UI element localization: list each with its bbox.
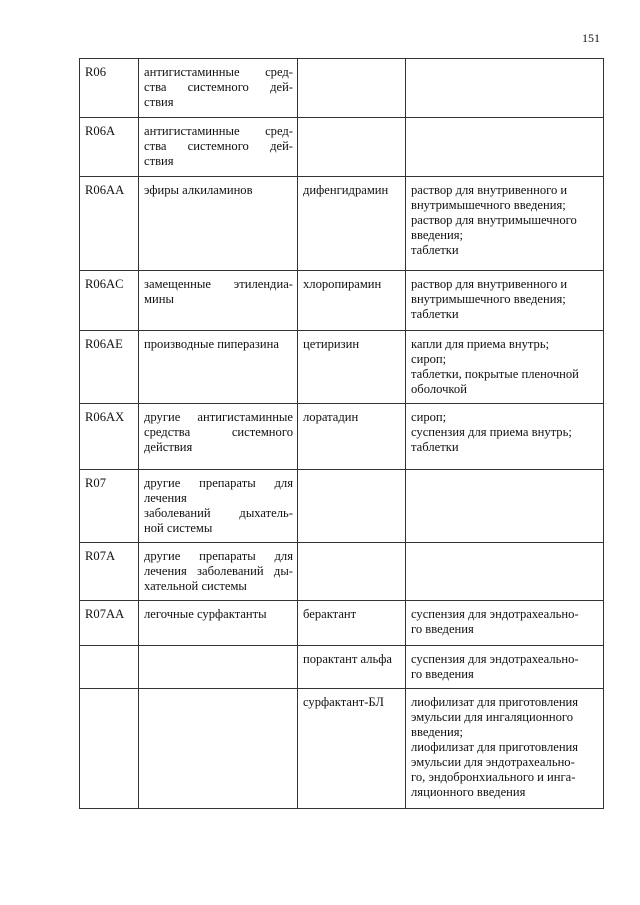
atc-code-cell: R06A <box>80 118 139 177</box>
group-name-line: другие препараты для <box>144 549 293 563</box>
group-name-line: средства системного <box>144 425 293 439</box>
atc-code-cell: R06AE <box>80 331 139 404</box>
dosage-form-cell <box>406 331 604 404</box>
group-name-cell <box>139 118 298 177</box>
atc-code-cell <box>80 646 139 689</box>
dosage-form-cell <box>406 601 604 646</box>
dosage-form-cell <box>406 118 604 177</box>
group-name-cell <box>139 59 298 118</box>
dosage-form-line: раствор для внутривенного и <box>411 277 568 291</box>
dosage-form-line: введения; <box>411 725 464 739</box>
table-row <box>80 404 604 470</box>
group-name-cell <box>139 646 298 689</box>
dosage-form-line: таблетки <box>411 243 459 257</box>
dosage-form-cell <box>406 689 604 809</box>
drug-name-cell: дифенгидрамин <box>298 177 406 271</box>
group-name-cell <box>139 689 298 809</box>
group-name-line: замещенные этилендиа- <box>144 277 293 291</box>
group-name-line: другие антигистаминные <box>144 410 293 424</box>
dosage-form-cell <box>406 59 604 118</box>
group-name-line: ствия <box>144 95 174 109</box>
group-name-line: ной системы <box>144 521 213 535</box>
table-row <box>80 601 604 646</box>
group-name-cell <box>139 470 298 543</box>
dosage-form-line: эмульсии для ингаляционного <box>411 710 574 724</box>
atc-code-cell: R07 <box>80 470 139 543</box>
dosage-form-line: эмульсии для эндотрахеально- <box>411 755 575 769</box>
dosage-form-line: го введения <box>411 667 474 681</box>
group-name-line: эфиры алкиламинов <box>144 183 253 197</box>
atc-code-cell: R06AX <box>80 404 139 470</box>
group-name-line: ства системного дей- <box>144 80 293 94</box>
drug-name-cell: хлоропирамин <box>298 271 406 331</box>
group-name-line: заболеваний дыхатель- <box>144 506 293 520</box>
dosage-form-line: сироп; <box>411 352 447 366</box>
dosage-form-cell <box>406 470 604 543</box>
table-body <box>80 59 604 809</box>
group-name-line: легочные сурфактанты <box>144 607 267 621</box>
page-number: 151 <box>582 31 600 45</box>
group-name-cell <box>139 271 298 331</box>
dosage-form-cell <box>406 543 604 601</box>
dosage-form-line: суспензия для приема внутрь; <box>411 425 572 439</box>
drug-name-cell <box>298 118 406 177</box>
drug-name-cell <box>298 59 406 118</box>
dosage-form-cell <box>406 177 604 271</box>
dosage-form-line: лиофилизат для приготовления <box>411 740 579 754</box>
group-name-cell <box>139 543 298 601</box>
dosage-form-line: таблетки <box>411 307 459 321</box>
group-name-line: ства системного дей- <box>144 139 293 153</box>
table-row <box>80 177 604 271</box>
dosage-form-line: таблетки <box>411 440 459 454</box>
group-name-line: лечения <box>144 491 187 505</box>
dosage-form-cell <box>406 646 604 689</box>
dosage-form-line: суспензия для эндотрахеально- <box>411 607 579 621</box>
drug-name-cell <box>298 470 406 543</box>
group-name-line: ствия <box>144 154 174 168</box>
drug-name-cell: берактант <box>298 601 406 646</box>
table-row <box>80 118 604 177</box>
atc-code-cell: R06 <box>80 59 139 118</box>
drug-name-cell: цетиризин <box>298 331 406 404</box>
dosage-form-line: лиофилизат для приготовления <box>411 695 579 709</box>
group-name-cell <box>139 404 298 470</box>
table-row <box>80 271 604 331</box>
table-row <box>80 59 604 118</box>
group-name-line: производные пиперазина <box>144 337 279 351</box>
group-name-line: другие препараты для <box>144 476 293 490</box>
table-row <box>80 689 604 809</box>
dosage-form-cell <box>406 271 604 331</box>
group-name-cell <box>139 601 298 646</box>
dosage-form-line: сироп; <box>411 410 447 424</box>
group-name-line: действия <box>144 440 193 454</box>
group-name-line: хательной системы <box>144 579 247 593</box>
table-row <box>80 470 604 543</box>
drug-name-cell <box>298 543 406 601</box>
dosage-form-line: внутримышечного введения; <box>411 292 566 306</box>
group-name-line: антигистаминные сред- <box>144 124 293 138</box>
dosage-form-line: го, эндобронхиального и инга- <box>411 770 576 784</box>
table-row <box>80 646 604 689</box>
dosage-form-line: го введения <box>411 622 474 636</box>
dosage-form-line: внутримышечного введения; <box>411 198 566 212</box>
dosage-form-cell <box>406 404 604 470</box>
group-name-line: антигистаминные сред- <box>144 65 293 79</box>
dosage-form-line: оболочкой <box>411 382 467 396</box>
group-name-line: лечения заболеваний ды- <box>144 564 293 578</box>
atc-code-cell: R06AA <box>80 177 139 271</box>
drug-name-cell: порактант альфа <box>298 646 406 689</box>
group-name-line: мины <box>144 292 174 306</box>
atc-code-cell: R06AC <box>80 271 139 331</box>
atc-drug-table <box>79 58 604 809</box>
dosage-form-line: ляционного введения <box>411 785 526 799</box>
dosage-form-line: капли для приема внутрь; <box>411 337 550 351</box>
dosage-form-line: таблетки, покрытые пленочной <box>411 367 579 381</box>
group-name-cell <box>139 177 298 271</box>
dosage-form-line: раствор для внутривенного и <box>411 183 568 197</box>
atc-code-cell: R07A <box>80 543 139 601</box>
drug-name-cell: сурфактант-БЛ <box>298 689 406 809</box>
dosage-form-line: суспензия для эндотрахеально- <box>411 652 579 666</box>
atc-code-cell <box>80 689 139 809</box>
drug-name-cell: лоратадин <box>298 404 406 470</box>
group-name-cell <box>139 331 298 404</box>
atc-code-cell: R07AA <box>80 601 139 646</box>
dosage-form-line: введения; <box>411 228 464 242</box>
table-row <box>80 331 604 404</box>
dosage-form-line: раствор для внутримышечного <box>411 213 577 227</box>
table-row <box>80 543 604 601</box>
